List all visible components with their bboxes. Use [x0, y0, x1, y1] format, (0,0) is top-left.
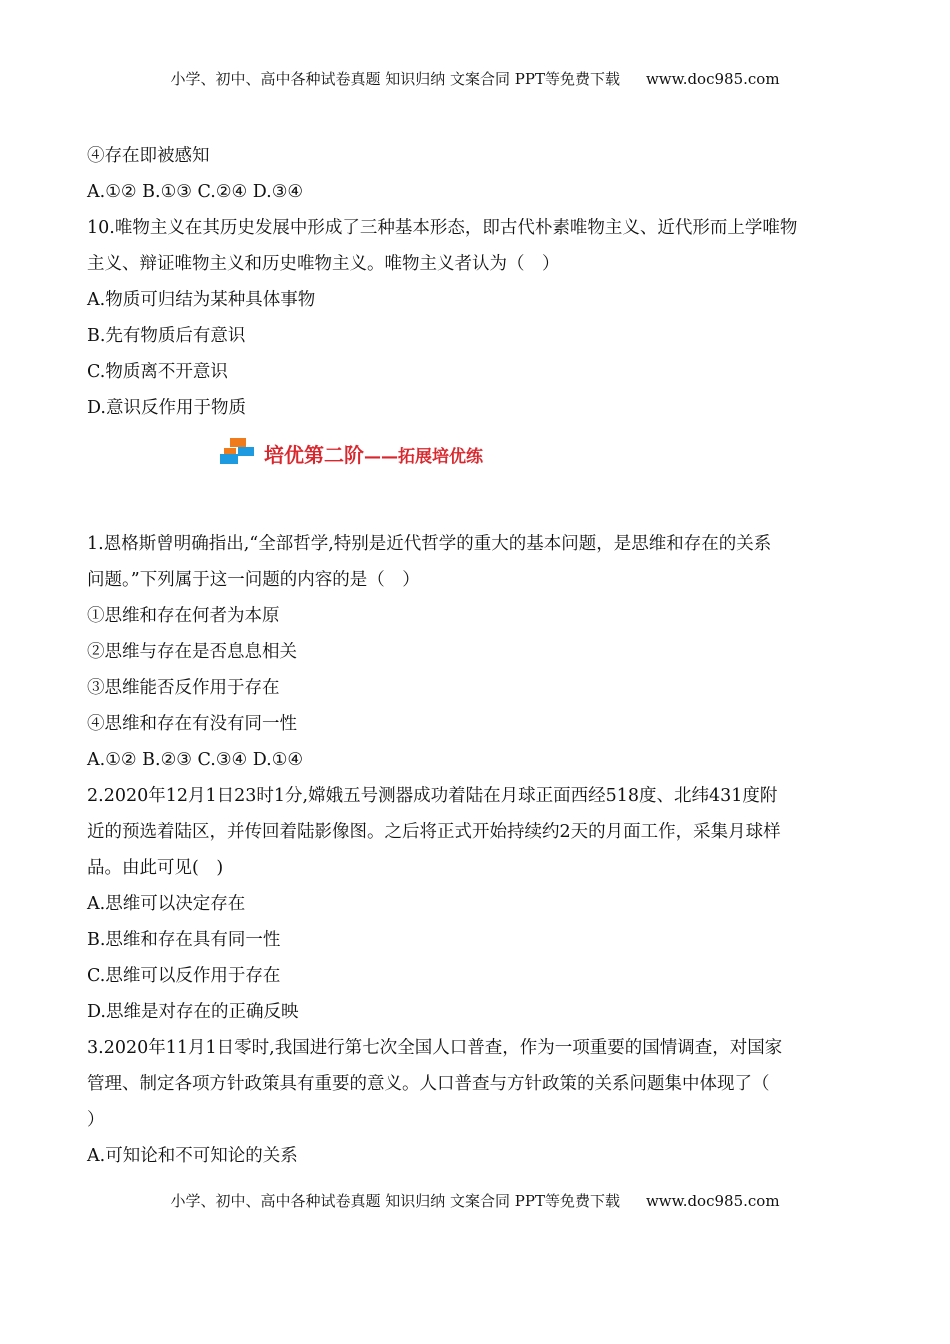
header-site: www.doc985.com: [645, 70, 780, 88]
blocks-icon: [220, 438, 258, 466]
text-line: ）: [87, 1110, 105, 1130]
question-2: 2.2020年12月1日23时1分,嫦娥五号测器成功着陆在月球正面西经518度、北纬431度附: [87, 786, 778, 806]
text-line: 问题。”下列属于这一问题的内容的是（ ）: [87, 570, 420, 590]
header-text: 小学、初中、高中各种试卷真题 知识归纳 文案合同 PPT等免费下载: [170, 70, 620, 88]
question-1: 1.恩格斯曾明确指出,“全部哲学,特别是近代哲学的重大的基本问题，是思维和存在的关系: [87, 534, 772, 554]
option-d: D.意识反作用于物质: [87, 398, 246, 418]
section-banner: [220, 438, 540, 468]
option-a: A.思维可以决定存在: [87, 894, 246, 914]
footer-site: www.doc985.com: [645, 1192, 780, 1210]
option-a: A.可知论和不可知论的关系: [87, 1146, 298, 1166]
text-line: ③思维能否反作用于存在: [87, 678, 280, 698]
text-line: 管理、制定各项方针政策具有重要的意义。人口普查与方针政策的关系问题集中体现了（: [87, 1074, 770, 1094]
text-line: ④思维和存在有没有同一性: [87, 714, 297, 734]
section-title-sub: ——拓展培优练: [364, 447, 483, 467]
footer-text: 小学、初中、高中各种试卷真题 知识归纳 文案合同 PPT等免费下载: [170, 1192, 620, 1210]
section-title: [264, 439, 483, 468]
text-line: A.①② B.①③ C.②④ D.③④: [87, 182, 304, 202]
option-c: C.思维可以反作用于存在: [87, 966, 281, 986]
text-line: A.①② B.②③ C.③④ D.①④: [87, 750, 304, 770]
text-line: 主义、辩证唯物主义和历史唯物主义。唯物主义者认为（ ）: [87, 254, 560, 274]
option-a: A.物质可归结为某种具体事物: [87, 290, 316, 310]
option-b: B.思维和存在具有同一性: [87, 930, 281, 950]
text-line: ④存在即被感知: [87, 146, 210, 166]
option-b: B.先有物质后有意识: [87, 326, 246, 346]
question-10: 10.唯物主义在其历史发展中形成了三种基本形态，即古代朴素唯物主义、近代形而上学唯物: [87, 218, 798, 238]
option-c: C.物质离不开意识: [87, 362, 228, 382]
question-3: 3.2020年11月1日零时,我国进行第七次全国人口普查，作为一项重要的国情调查，对国家: [87, 1038, 783, 1058]
text-line: ①思维和存在何者为本原: [87, 606, 280, 626]
page-footer: [0, 1190, 950, 1211]
text-line: 品。由此可见( ): [87, 858, 224, 878]
option-d: D.思维是对存在的正确反映: [87, 1002, 299, 1022]
page-header: [0, 68, 950, 89]
text-line: 近的预选着陆区，并传回着陆影像图。之后将正式开始持续约2天的月面工作，采集月球样: [87, 822, 781, 842]
section-title-main: 培优第二阶: [264, 443, 364, 467]
text-line: ②思维与存在是否息息相关: [87, 642, 297, 662]
